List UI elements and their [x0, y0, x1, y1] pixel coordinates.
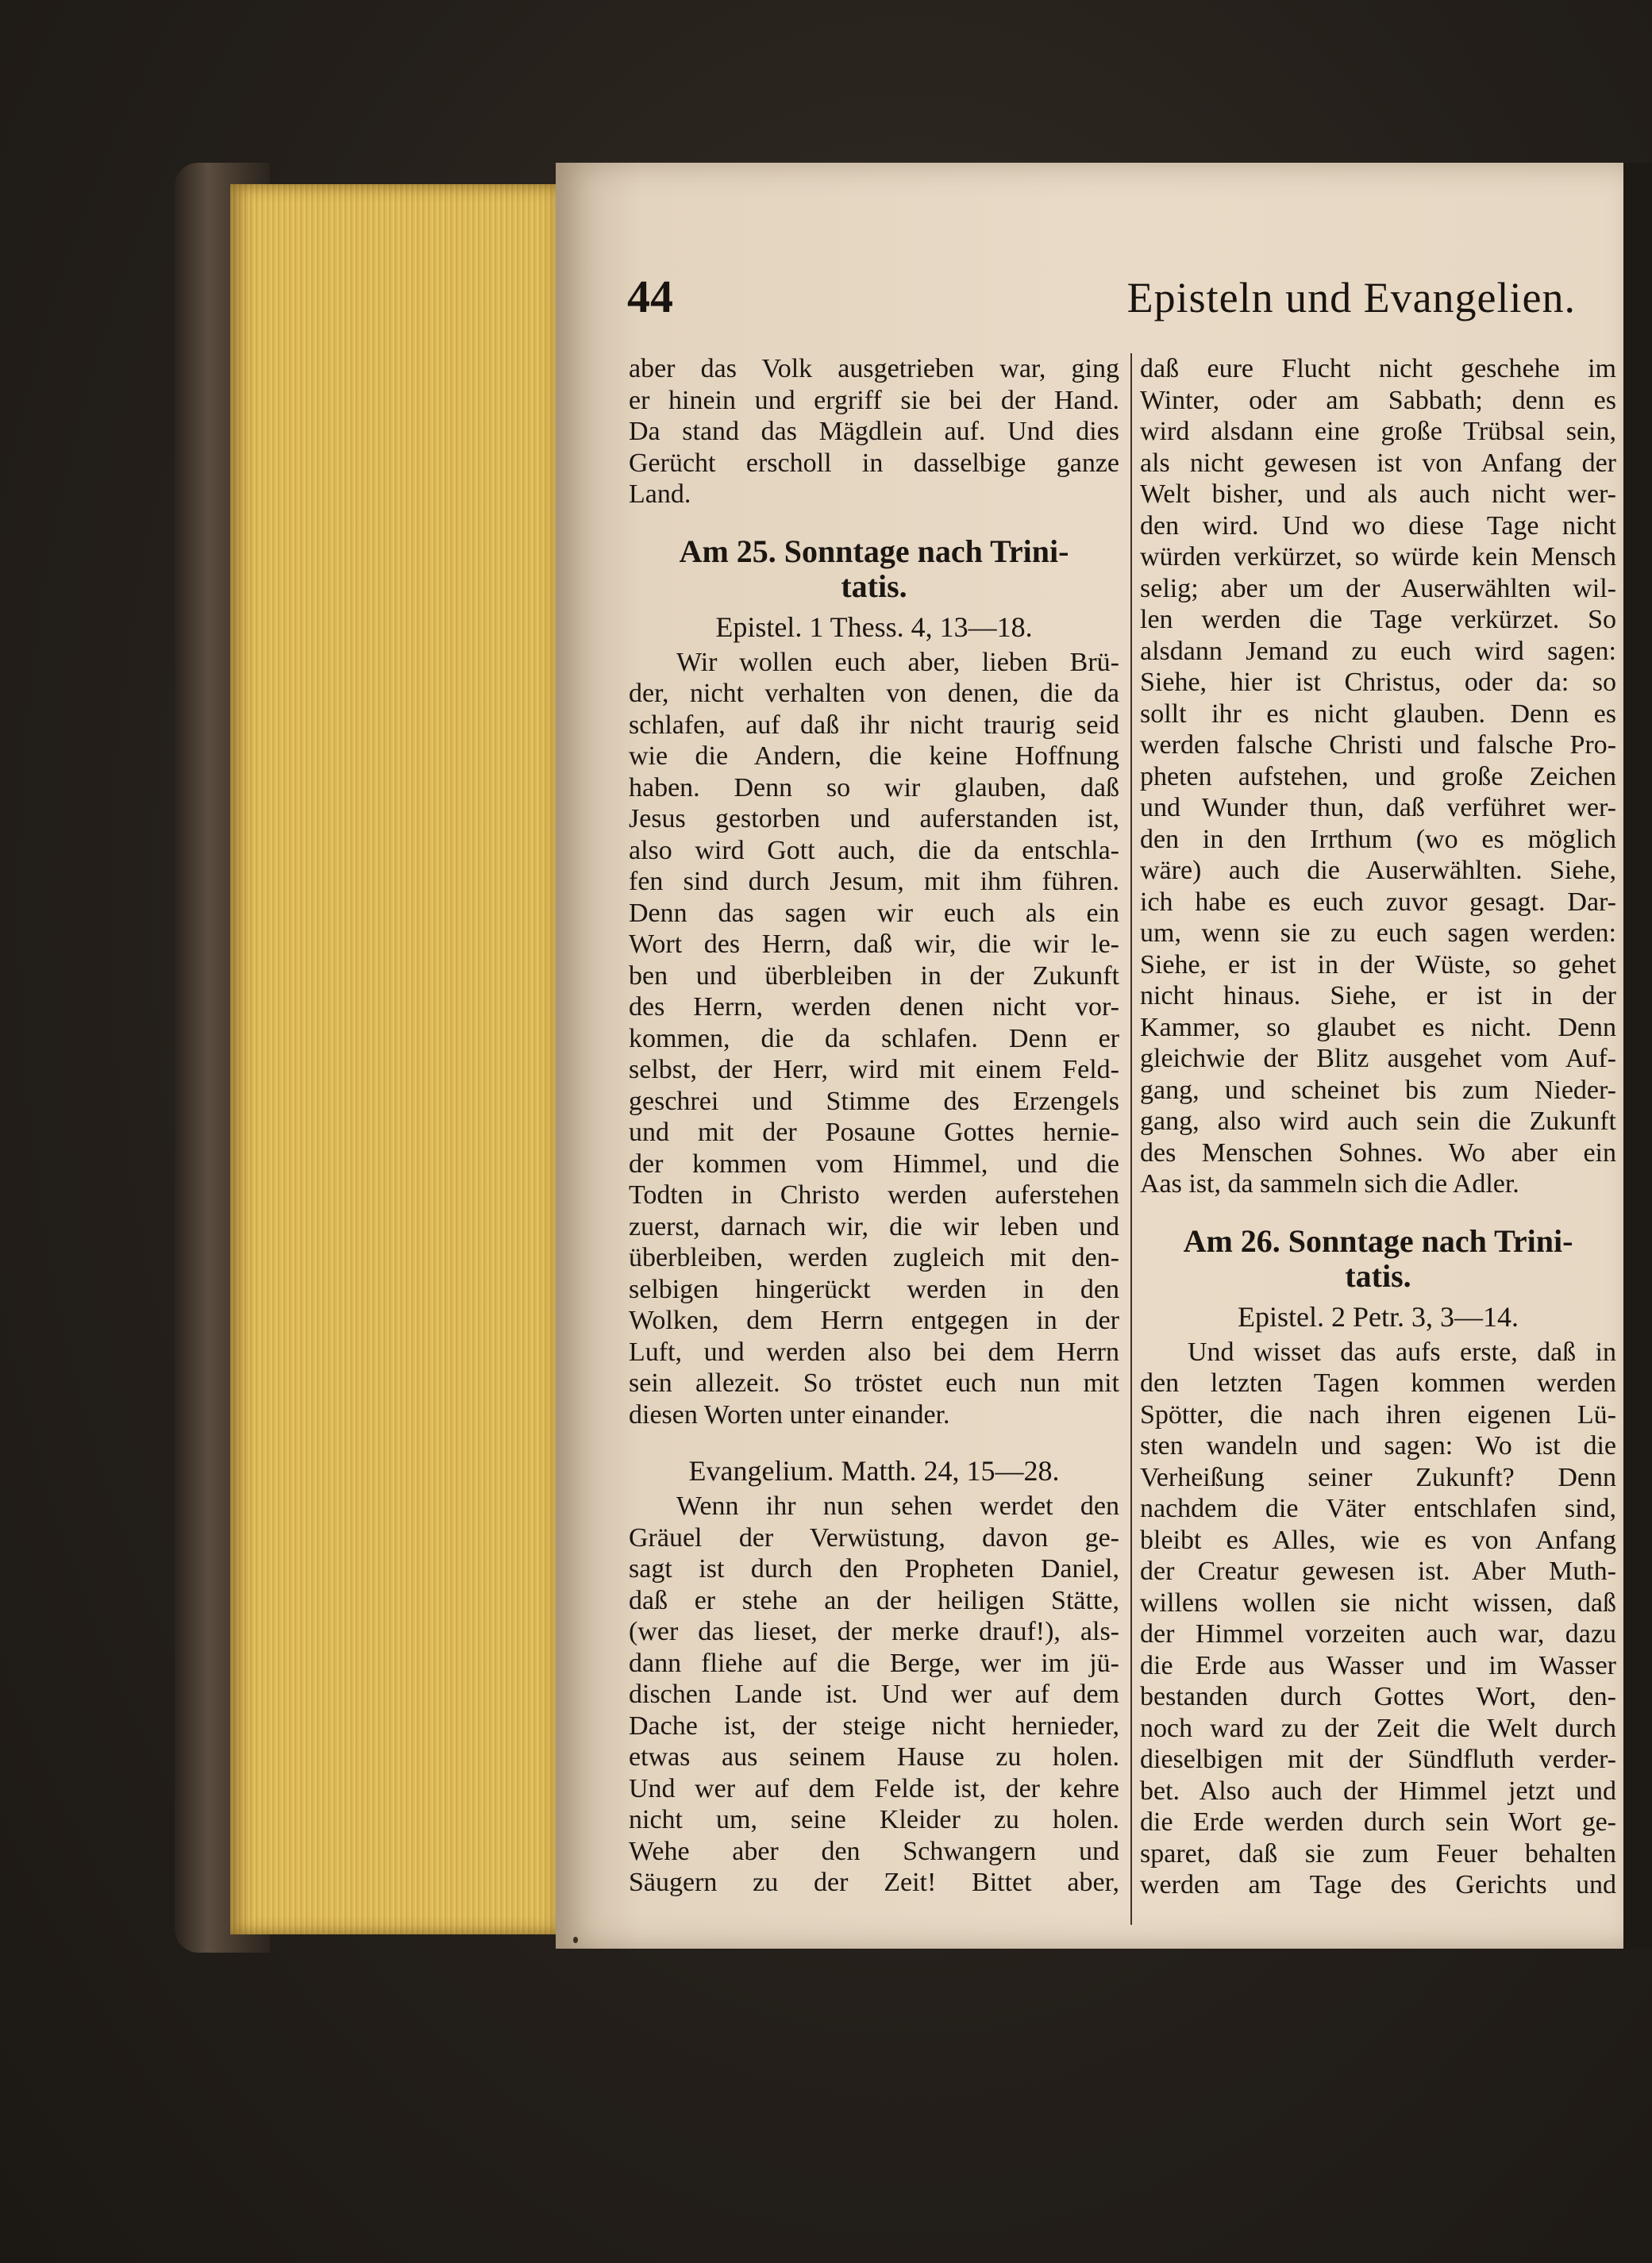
text-line: der, nicht verhalten von denen, die da	[629, 679, 1119, 708]
text-line: Und wisset das aufs erste, daß in	[1188, 1337, 1616, 1367]
text-line: Winter, oder am Sabbath; denn es	[1140, 385, 1616, 415]
text-line: Siehe, hier ist Christus, oder da: so	[1140, 668, 1616, 697]
text-line: Säugern zu der Zeit! Bittet aber,	[629, 1868, 1119, 1897]
text-line: der Creatur gewesen ist. Aber Muth-	[1140, 1557, 1616, 1586]
text-line: Gräuel der Verwüstung, davon ge-	[629, 1522, 1119, 1553]
text-line: sagt ist durch den Propheten Daniel,	[629, 1554, 1119, 1584]
text-line: etwas aus seinem Hause zu holen.	[629, 1742, 1119, 1772]
text-line: selbst, der Herr, wird mit einem Feld-	[629, 1055, 1119, 1084]
running-title: Episteln und Evangelien.	[1126, 274, 1576, 321]
text-line: Kammer, so glaubet es nicht. Denn	[1140, 1012, 1616, 1042]
text-line: Dache ist, der steige nicht hernieder,	[629, 1711, 1119, 1741]
gospel-reference: Evangelium. Matth. 24, 15—28.	[688, 1455, 1060, 1487]
text-line: gang, und scheinet bis zum Nieder-	[1140, 1075, 1616, 1105]
text-line: gang, also wird auch sein die Zukunft	[1140, 1106, 1616, 1136]
text-line: aber das Volk ausgetrieben war, ging	[629, 354, 1119, 383]
page-number: 44	[627, 271, 673, 322]
text-line: sollt ihr es nicht glauben. Denn es	[1140, 699, 1616, 729]
text-line: Luft, und werden also bei dem Herrn	[629, 1337, 1119, 1367]
gilt-page-edges	[230, 184, 564, 1934]
continuation-paragraph	[1140, 353, 1616, 1200]
text-line: Und wer auf dem Felde ist, der kehre	[629, 1773, 1119, 1803]
section-heading	[629, 534, 1119, 604]
text-line: sten wandeln und sagen: Wo ist die	[1140, 1431, 1616, 1461]
heading-line: tatis.	[1345, 1257, 1411, 1294]
text-line: alsdann Jemand zu euch wird sagen:	[1140, 636, 1616, 666]
text-line: er hinein und ergriff sie bei der Hand.	[629, 385, 1119, 415]
text-line: Denn das sagen wir euch als ein	[629, 898, 1119, 928]
text-line: wie die Andern, die keine Hoffnung	[629, 741, 1119, 771]
text-line: den letzten Tagen kommen werden	[1140, 1368, 1616, 1398]
text-line: daß eure Flucht nicht geschehe im	[1140, 354, 1616, 383]
text-line: Land.	[629, 479, 691, 509]
text-line: den in den Irrthum (wo es möglich	[1140, 824, 1616, 854]
text-line: werden am Tage des Gerichts und	[1140, 1870, 1616, 1899]
text-line: Welt bisher, und als auch nicht wer-	[1140, 479, 1616, 509]
text-line: der Himmel vorzeiten auch war, dazu	[1140, 1619, 1616, 1649]
text-line: Todten in Christo werden auferstehen	[629, 1180, 1119, 1210]
text-line: gleichwie der Blitz ausgehet vom Auf-	[1140, 1044, 1616, 1073]
left-column	[629, 353, 1119, 1899]
scan-border	[1623, 163, 1652, 1949]
text-line: den wird. Und wo diese Tage nicht	[1140, 510, 1616, 541]
text-line: dieselbigen mit der Sündfluth verder-	[1140, 1745, 1616, 1774]
text-line: fen sind durch Jesum, mit ihm führen.	[629, 867, 1119, 896]
text-line: Aas ist, da sammeln sich die Adler.	[1140, 1169, 1519, 1199]
text-line: kommen, die da schlafen. Denn er	[629, 1023, 1119, 1053]
text-line: bleibt es Alles, wie es von Anfang	[1140, 1525, 1616, 1555]
text-line: dischen Lande ist. Und wer auf dem	[629, 1680, 1119, 1709]
text-line: Da stand das Mägdlein auf. Und dies	[629, 417, 1119, 446]
text-line: der kommen vom Himmel, und die	[629, 1149, 1119, 1179]
text-line: Wir wollen euch aber, lieben Brü-	[676, 647, 1119, 677]
epistle-paragraph	[1140, 1337, 1616, 1901]
text-line: um, wenn sie zu euch sagen werden:	[1140, 918, 1616, 948]
heading-line: Am 26. Sonntage nach Trini-	[1183, 1222, 1573, 1259]
text-line: Siehe, er ist in der Wüste, so gehet	[1140, 949, 1616, 979]
text-line: des Herrn, werden denen nicht vor-	[629, 992, 1119, 1022]
text-line: geschrei und Stimme des Erzengels	[629, 1086, 1119, 1116]
text-line: Gerücht erscholl in dasselbige ganze	[629, 448, 1119, 478]
text-line: willens wollen sie nicht wissen, daß	[1140, 1588, 1616, 1618]
epistle-reference: Epistel. 1 Thess. 4, 13—18.	[715, 610, 1033, 643]
text-line: die Erde aus Wasser und im Wasser	[1140, 1650, 1616, 1680]
page-header	[627, 270, 1576, 333]
text-line: also wird Gott auch, die da entschla-	[629, 835, 1119, 865]
text-line: zuerst, darnach wir, die wir leben und	[629, 1211, 1119, 1241]
text-line: selbigen hingerückt werden in den	[629, 1274, 1119, 1304]
opening-paragraph	[629, 353, 1119, 510]
gospel-paragraph	[629, 1491, 1119, 1899]
epistle-reference: Epistel. 2 Petr. 3, 3—14.	[1238, 1300, 1519, 1333]
text-line: werden falsche Christi und falsche Pro-	[1140, 730, 1616, 760]
text-line: ben und überbleiben in der Zukunft	[629, 960, 1119, 991]
text-line: und mit der Posaune Gottes hernie-	[629, 1118, 1119, 1147]
paper-speck	[573, 1937, 578, 1943]
epistle-paragraph	[629, 647, 1119, 1431]
text-line: Wort des Herrn, daß wir, die wir le-	[629, 929, 1119, 959]
text-line: nicht um, seine Kleider zu holen.	[629, 1805, 1119, 1834]
text-line: Jesus gestorben und auferstanden ist,	[629, 804, 1119, 833]
text-line: diesen Worten unter einander.	[629, 1399, 950, 1430]
section-heading	[1140, 1224, 1616, 1294]
text-line: sparet, daß sie zum Feuer behalten	[1140, 1838, 1616, 1869]
text-line: bestanden durch Gottes Wort, den-	[1140, 1682, 1616, 1711]
text-line: pheten aufstehen, und große Zeichen	[1140, 761, 1616, 791]
text-line: würden verkürzet, so würde kein Mensch	[1140, 542, 1616, 572]
text-line: und Wunder thun, daß verführet wer-	[1140, 793, 1616, 822]
text-line: Wenn ihr nun sehen werdet den	[676, 1491, 1119, 1521]
heading-line: tatis.	[841, 568, 907, 604]
text-line: Wehe aber den Schwangern und	[629, 1836, 1119, 1866]
text-line: daß er stehe an der heiligen Stätte,	[629, 1585, 1119, 1615]
text-line: nachdem die Väter entschlafen sind,	[1140, 1494, 1616, 1523]
heading-line: Am 25. Sonntage nach Trini-	[679, 533, 1069, 569]
text-line: schlafen, auf daß ihr nicht traurig seid	[629, 710, 1119, 740]
text-line: überbleiben, werden zugleich mit den-	[629, 1243, 1119, 1272]
text-line: haben. Denn so wir glauben, daß	[629, 772, 1119, 802]
text-line: die Erde werden durch sein Wort ge-	[1140, 1807, 1616, 1837]
text-line: selig; aber um der Auserwählten wil-	[1140, 573, 1616, 603]
text-line: wäre) auch die Auserwählten. Siehe,	[1140, 856, 1616, 885]
right-column	[1140, 353, 1616, 1901]
text-line: (wer das lieset, der merke drauf!), als-	[629, 1617, 1119, 1646]
column-divider	[1130, 353, 1132, 1925]
text-line: ich habe es euch zuvor gesagt. Dar-	[1140, 887, 1616, 917]
text-line: nicht hinaus. Siehe, er ist in der	[1140, 981, 1616, 1010]
text-line: sein allezeit. So tröstet euch nun mit	[629, 1368, 1119, 1398]
text-line: Spötter, die nach ihren eigenen Lü-	[1140, 1399, 1616, 1430]
text-line: des Menschen Sohnes. Wo aber ein	[1140, 1137, 1616, 1168]
text-line: wird alsdann eine große Trübsal sein,	[1140, 417, 1616, 446]
text-line: len werden die Tage verkürzet. So	[1140, 605, 1616, 634]
text-line: dann fliehe auf die Berge, wer im jü-	[629, 1648, 1119, 1678]
text-line: Verheißung seiner Zukunft? Denn	[1140, 1462, 1616, 1492]
text-line: als nicht gewesen ist von Anfang der	[1140, 448, 1616, 478]
text-line: bet. Also auch der Himmel jetzt und	[1140, 1776, 1616, 1806]
text-line: noch ward zu der Zeit die Welt durch	[1140, 1713, 1616, 1743]
text-line: Wolken, dem Herrn entgegen in der	[629, 1306, 1119, 1335]
